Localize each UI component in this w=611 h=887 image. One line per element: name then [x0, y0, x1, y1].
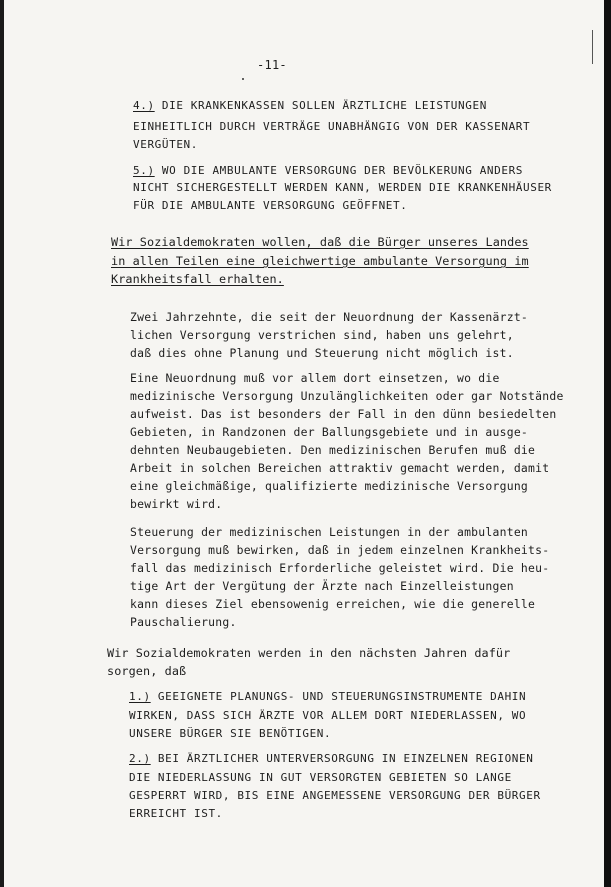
list-item-1-line-1: 1.) GEEIGNETE PLANUNGS- UND STEUERUNGSINSTRUMENTE DAHIN — [129, 690, 527, 703]
para2-line-2: medizinische Versorgung Unzulänglichkeiten oder gar Notstände — [130, 389, 564, 403]
para1-line-1: Zwei Jahrzehnte, die seit der Neuordnung der Kassenärzt- — [130, 310, 529, 324]
list-item-5-line-3: FÜR DIE AMBULANTE VERSORGUNG GEÖFFNET. — [133, 199, 408, 212]
para2-line-8: bewirkt wird. — [130, 497, 223, 511]
para3-line-2: Versorgung muß bewirken, daß in jedem einzelnen Krankheits- — [130, 543, 550, 557]
headline-line-1: Wir Sozialdemokraten wollen, daß die Bürger unseres Landes — [111, 235, 529, 249]
page-number: -11- — [257, 58, 287, 72]
para1-line-2: lichen Versorgung verstrichen sind, haben uns gelehrt, — [130, 328, 514, 342]
para2-line-3: aufweist. Das ist besonders der Fall in den dünn besiedelten — [130, 407, 557, 421]
list-item-2-line-4: ERREICHT IST. — [129, 807, 223, 820]
list-item-2-line-2: DIE NIEDERLASSUNG IN GUT VERSORGTEN GEBIETEN SO LANGE — [129, 771, 512, 784]
para2-line-5: dehnten Neubaugebieten. Den medizinischen Berufen muß die — [130, 443, 536, 457]
list-item-5-line-1: 5.) WO DIE AMBULANTE VERSORGUNG DER BEVÖLKERUNG ANDERS — [133, 164, 524, 177]
headline-line-3: Krankheitsfall erhalten. — [111, 272, 284, 286]
list-item-5-number: 5.) — [133, 164, 155, 177]
scan-artifact-mark — [592, 30, 593, 64]
list-item-4-number: 4.) — [133, 99, 155, 112]
stray-dot — [242, 78, 244, 80]
para1-line-3: daß dies ohne Planung und Steuerung nicht möglich ist. — [130, 346, 514, 360]
headline-line-2: in allen Teilen eine gleichwertige ambulante Versorgung im — [111, 254, 529, 268]
para2-line-4: Gebieten, in Randzonen der Ballungsgebiete und in ausge- — [130, 425, 529, 439]
para3-line-6: Pauschalierung. — [130, 615, 237, 629]
list-item-1-number: 1.) — [129, 690, 151, 703]
list-item-4-line-2: EINHEITLICH DURCH VERTRÄGE UNABHÄNGIG VON DER KASSENART — [133, 120, 531, 133]
list-item-2-number: 2.) — [129, 752, 151, 765]
list-item-5-line-2: NICHT SICHERGESTELLT WERDEN KANN, WERDEN DIE KRANKENHÄUSER — [133, 181, 552, 194]
para3-line-5: kann dieses Ziel ebensowenig erreichen, wie die generelle — [130, 597, 536, 611]
para3-line-3: fall das medizinisch Erforderliche geleistet wird. Die heu- — [130, 561, 550, 575]
list-item-1-line-2: WIRKEN, DASS SICH ÄRZTE VOR ALLEM DORT NIEDERLASSEN, WO — [129, 709, 527, 722]
list-item-4-line-3: VERGÜTEN. — [133, 138, 199, 151]
para2-line-1: Eine Neuordnung muß vor allem dort einsetzen, wo die — [130, 371, 500, 385]
list-item-2-line-3: GESPERRT WIRD, BIS EINE ANGEMESSENE VERSORGUNG DER BÜRGER — [129, 789, 541, 802]
lead2-line-2: sorgen, daß — [107, 664, 187, 678]
para3-line-4: tige Art der Vergütung der Ärzte nach Einzelleistungen — [130, 579, 514, 593]
list-item-4-line-1: 4.) DIE KRANKENKASSEN SOLLEN ÄRZTLICHE LEISTUNGEN — [133, 99, 487, 112]
list-item-1-line-3: UNSERE BÜRGER SIE BENÖTIGEN. — [129, 727, 332, 740]
scan-right-edge — [604, 0, 611, 887]
para2-line-6: Arbeit in solchen Bereichen attraktiv gemacht werden, damit — [130, 461, 550, 475]
para3-line-1: Steuerung der medizinischen Leistungen in der ambulanten — [130, 525, 529, 539]
list-item-2-line-1: 2.) BEI ÄRZTLICHER UNTERVERSORGUNG IN EINZELNEN REGIONEN — [129, 752, 534, 765]
para2-line-7: eine gleichmäßige, qualifizierte medizinische Versorgung — [130, 479, 529, 493]
lead2-line-1: Wir Sozialdemokraten werden in den nächsten Jahren dafür — [107, 646, 511, 660]
